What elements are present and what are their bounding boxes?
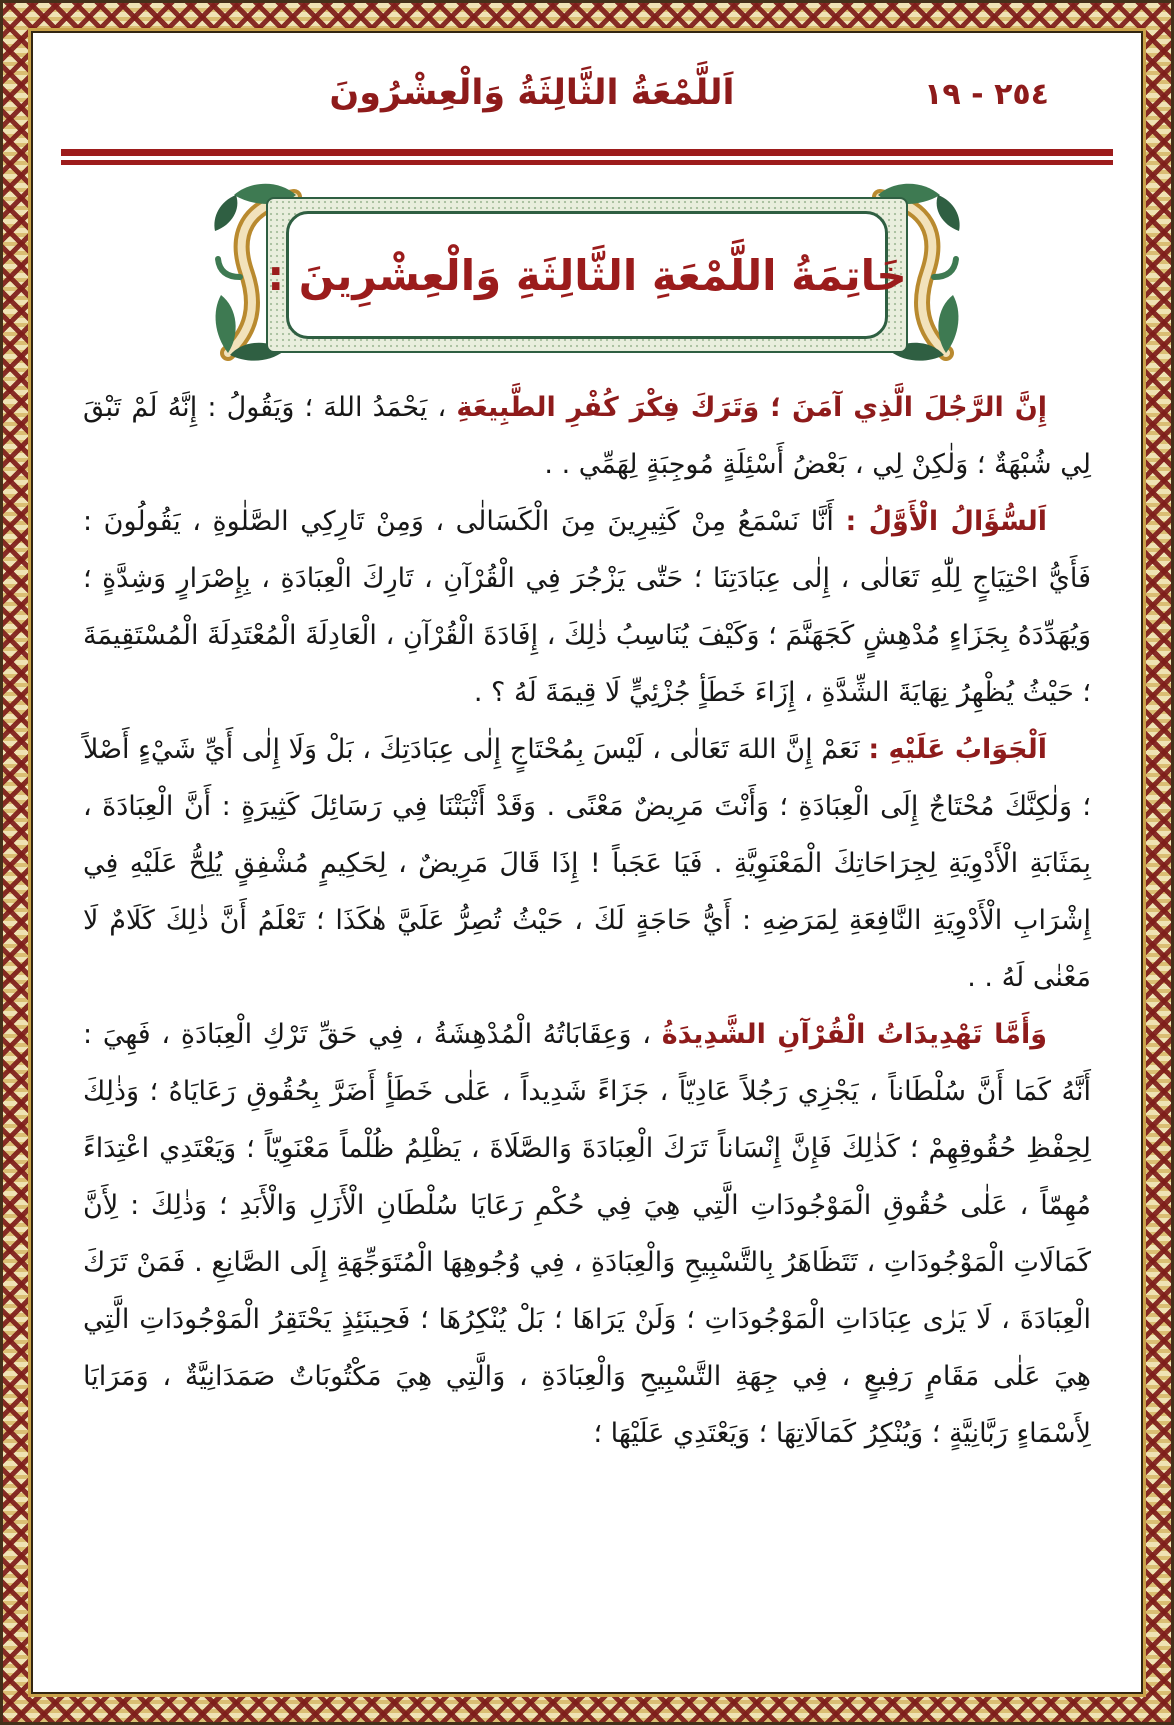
- chapter-heading: خَاتِمَةُ اللَّمْعَةِ الثَّالِثَةِ وَالْعِشْرِينَ :: [267, 250, 907, 300]
- paragraph: [83, 721, 1091, 1006]
- chapter-heading-ornament: [216, 189, 958, 361]
- paragraph-lead: اَلسُّؤَالُ الْأَوَّلُ :: [845, 506, 1047, 537]
- double-rule-divider: [61, 149, 1113, 165]
- body-text: [33, 361, 1141, 1462]
- paragraph-body: نَعَمْ إِنَّ اللهَ تَعَالٰى ، لَيْسَ بِمُحْتَاجٍ إِلٰى عِبَادَتِكَ ، بَلْ وَلَا إِلٰى أَيِّ شَيْءٍ أَصْلاً ؛ وَلٰكِنَّكَ مُحْتَاجٌ إِلَى الْعِبَادَةِ ؛ وَأَنْتَ مَرِيضٌ مَعْنًى . وَقَدْ أَثْبَتْنَا فِي رَسَائِلَ كَثِيرَةٍ : أَنَّ الْعِبَادَةَ ، بِمَثَابَةِ الْأَدْوِيَةِ لِجِرَاحَاتِكَ الْمَعْنَوِيَّةِ . فَيَا عَجَباً ! إِذَا قَالَ مَرِيضٌ ، لِحَكِيمٍ مُشْفِقٍ يُلِحُّ عَلَيْهِ فِي إِشْرَابِ الْأَدْوِيَةِ النَّافِعَةِ لِمَرَضِهِ : أَيُّ حَاجَةٍ لَكَ ، حَيْثُ تُصِرُّ عَلَيَّ هٰكَذَا ؛ تَعْلَمُ أَنَّ ذٰلِكَ كَلَامٌ لَا مَعْنٰى لَهُ . .: [83, 734, 1091, 993]
- paragraph: [83, 379, 1091, 493]
- paragraph-body: ، وَعِقَابَاتُهُ الْمُدْهِشَةُ ، فِي حَقِّ تَرْكِ الْعِبَادَةِ ، فَهِيَ : أَنَّهُ كَمَا أَنَّ سُلْطَاناً ، يَجْزِي رَجُلاً عَادِيّاً ، جَزَاءً شَدِيداً ، عَلٰى خَطَأٍ أَضَرَّ بِحُقُوقِ رَعَايَاهُ ؛ وَذٰلِكَ لِحِفْظِ حُقُوقِهِمْ ؛ كَذٰلِكَ فَإِنَّ إِنْسَاناً تَرَكَ الْعِبَادَةَ وَالصَّلَاةَ ، يَظْلِمُ ظُلْماً مَعْنَوِيّاً ؛ وَيَعْتَدِي اعْتِدَاءً مُهِمّاً ، عَلٰى حُقُوقِ الْمَوْجُودَاتِ الَّتِي هِيَ فِي حُكْمِ رَعَايَا سُلْطَانِ الْأَزَلِ وَالْأَبَدِ ؛ وَذٰلِكَ : لِأَنَّ كَمَالَاتِ الْمَوْجُودَاتِ ، تَتَظَاهَرُ بِالتَّسْبِيحِ وَالْعِبَادَةِ ، فِي وُجُوهِهَا الْمُتَوَجِّهَةِ إِلَى الصَّانِعِ . فَمَنْ تَرَكَ الْعِبَادَةَ ، لَا يَرٰى عِبَادَاتِ الْمَوْجُودَاتِ ؛ وَلَنْ يَرَاهَا ؛ بَلْ يُنْكِرُهَا ؛ فَحِينَئِذٍ يَحْتَقِرُ الْمَوْجُودَاتِ الَّتِي هِيَ عَلٰى مَقَامٍ رَفِيعٍ ، فِي جِهَةِ التَّسْبِيحِ وَالْعِبَادَةِ ، وَالَّتِي هِيَ مَكْتُوبَاتٌ صَمَدَانِيَّةٌ ، وَمَرَايَا لِأَسْمَاءٍ رَبَّانِيَّةٍ ؛ وَيُنْكِرُ كَمَالَاتِهَا ؛ وَيَعْتَدِي عَلَيْهَا ؛: [83, 1019, 1091, 1449]
- paragraph-lead: اَلْجَوَابُ عَلَيْهِ :: [868, 734, 1047, 765]
- page-header: [33, 33, 1141, 141]
- paragraph-lead: وَأَمَّا تَهْدِيدَاتُ الْقُرْآنِ الشَّدِيدَةُ: [661, 1019, 1047, 1050]
- paragraph-body: أَنَّا نَسْمَعُ مِنْ كَثِيرِينَ مِنَ الْكَسَالٰى ، وَمِنْ تَارِكِي الصَّلٰوةِ ، يَقُولُونَ : فَأَيُّ احْتِيَاجٍ لِلّٰهِ تَعَالٰى ، إِلٰى عِبَادَتِنَا ؛ حَتّٰى يَزْجُرَ فِي الْقُرْآنِ ، تَارِكَ الْعِبَادَةِ ، بِإِصْرَارٍ وَشِدَّةٍ ؛ وَيُهَدِّدَهُ بِجَزَاءٍ مُدْهِشٍ كَجَهَنَّمَ ؛ وَكَيْفَ يُنَاسِبُ ذٰلِكَ ، إِفَادَةَ الْقُرْآنِ ، الْعَادِلَةَ الْمُعْتَدِلَةَ الْمُسْتَقِيمَةَ ؛ حَيْثُ يُظْهِرُ نِهَايَةَ الشِّدَّةِ ، إِزَاءَ خَطَأٍ جُزْئِيٍّ لَا قِيمَةَ لَهُ ؟ .: [83, 506, 1091, 708]
- paragraph-lead: إِنَّ الرَّجُلَ الَّذِي آمَنَ ؛ وَتَرَكَ فِكْرَ كُفْرِ الطَّبِيعَةِ: [456, 392, 1048, 423]
- paragraph: [83, 493, 1091, 721]
- page-surface: [31, 31, 1143, 1694]
- page-number: ٢٥٤ - ١٩: [924, 77, 1049, 112]
- paragraph-body: ، يَحْمَدُ اللهَ ؛ وَيَقُولُ : إِنَّهُ لَمْ تَبْقَ لِي شُبْهَةٌ ؛ وَلٰكِنْ لِي ، بَعْضُ أَسْئِلَةٍ مُوجِبَةٍ لِهَمِّي . .: [83, 392, 1091, 480]
- heading-panel: [267, 211, 907, 339]
- heading-band: [266, 197, 908, 353]
- paragraph: [83, 1006, 1091, 1462]
- page-title: اَللَّمْعَةُ الثَّالِثَةُ وَالْعِشْرُونَ: [329, 73, 735, 113]
